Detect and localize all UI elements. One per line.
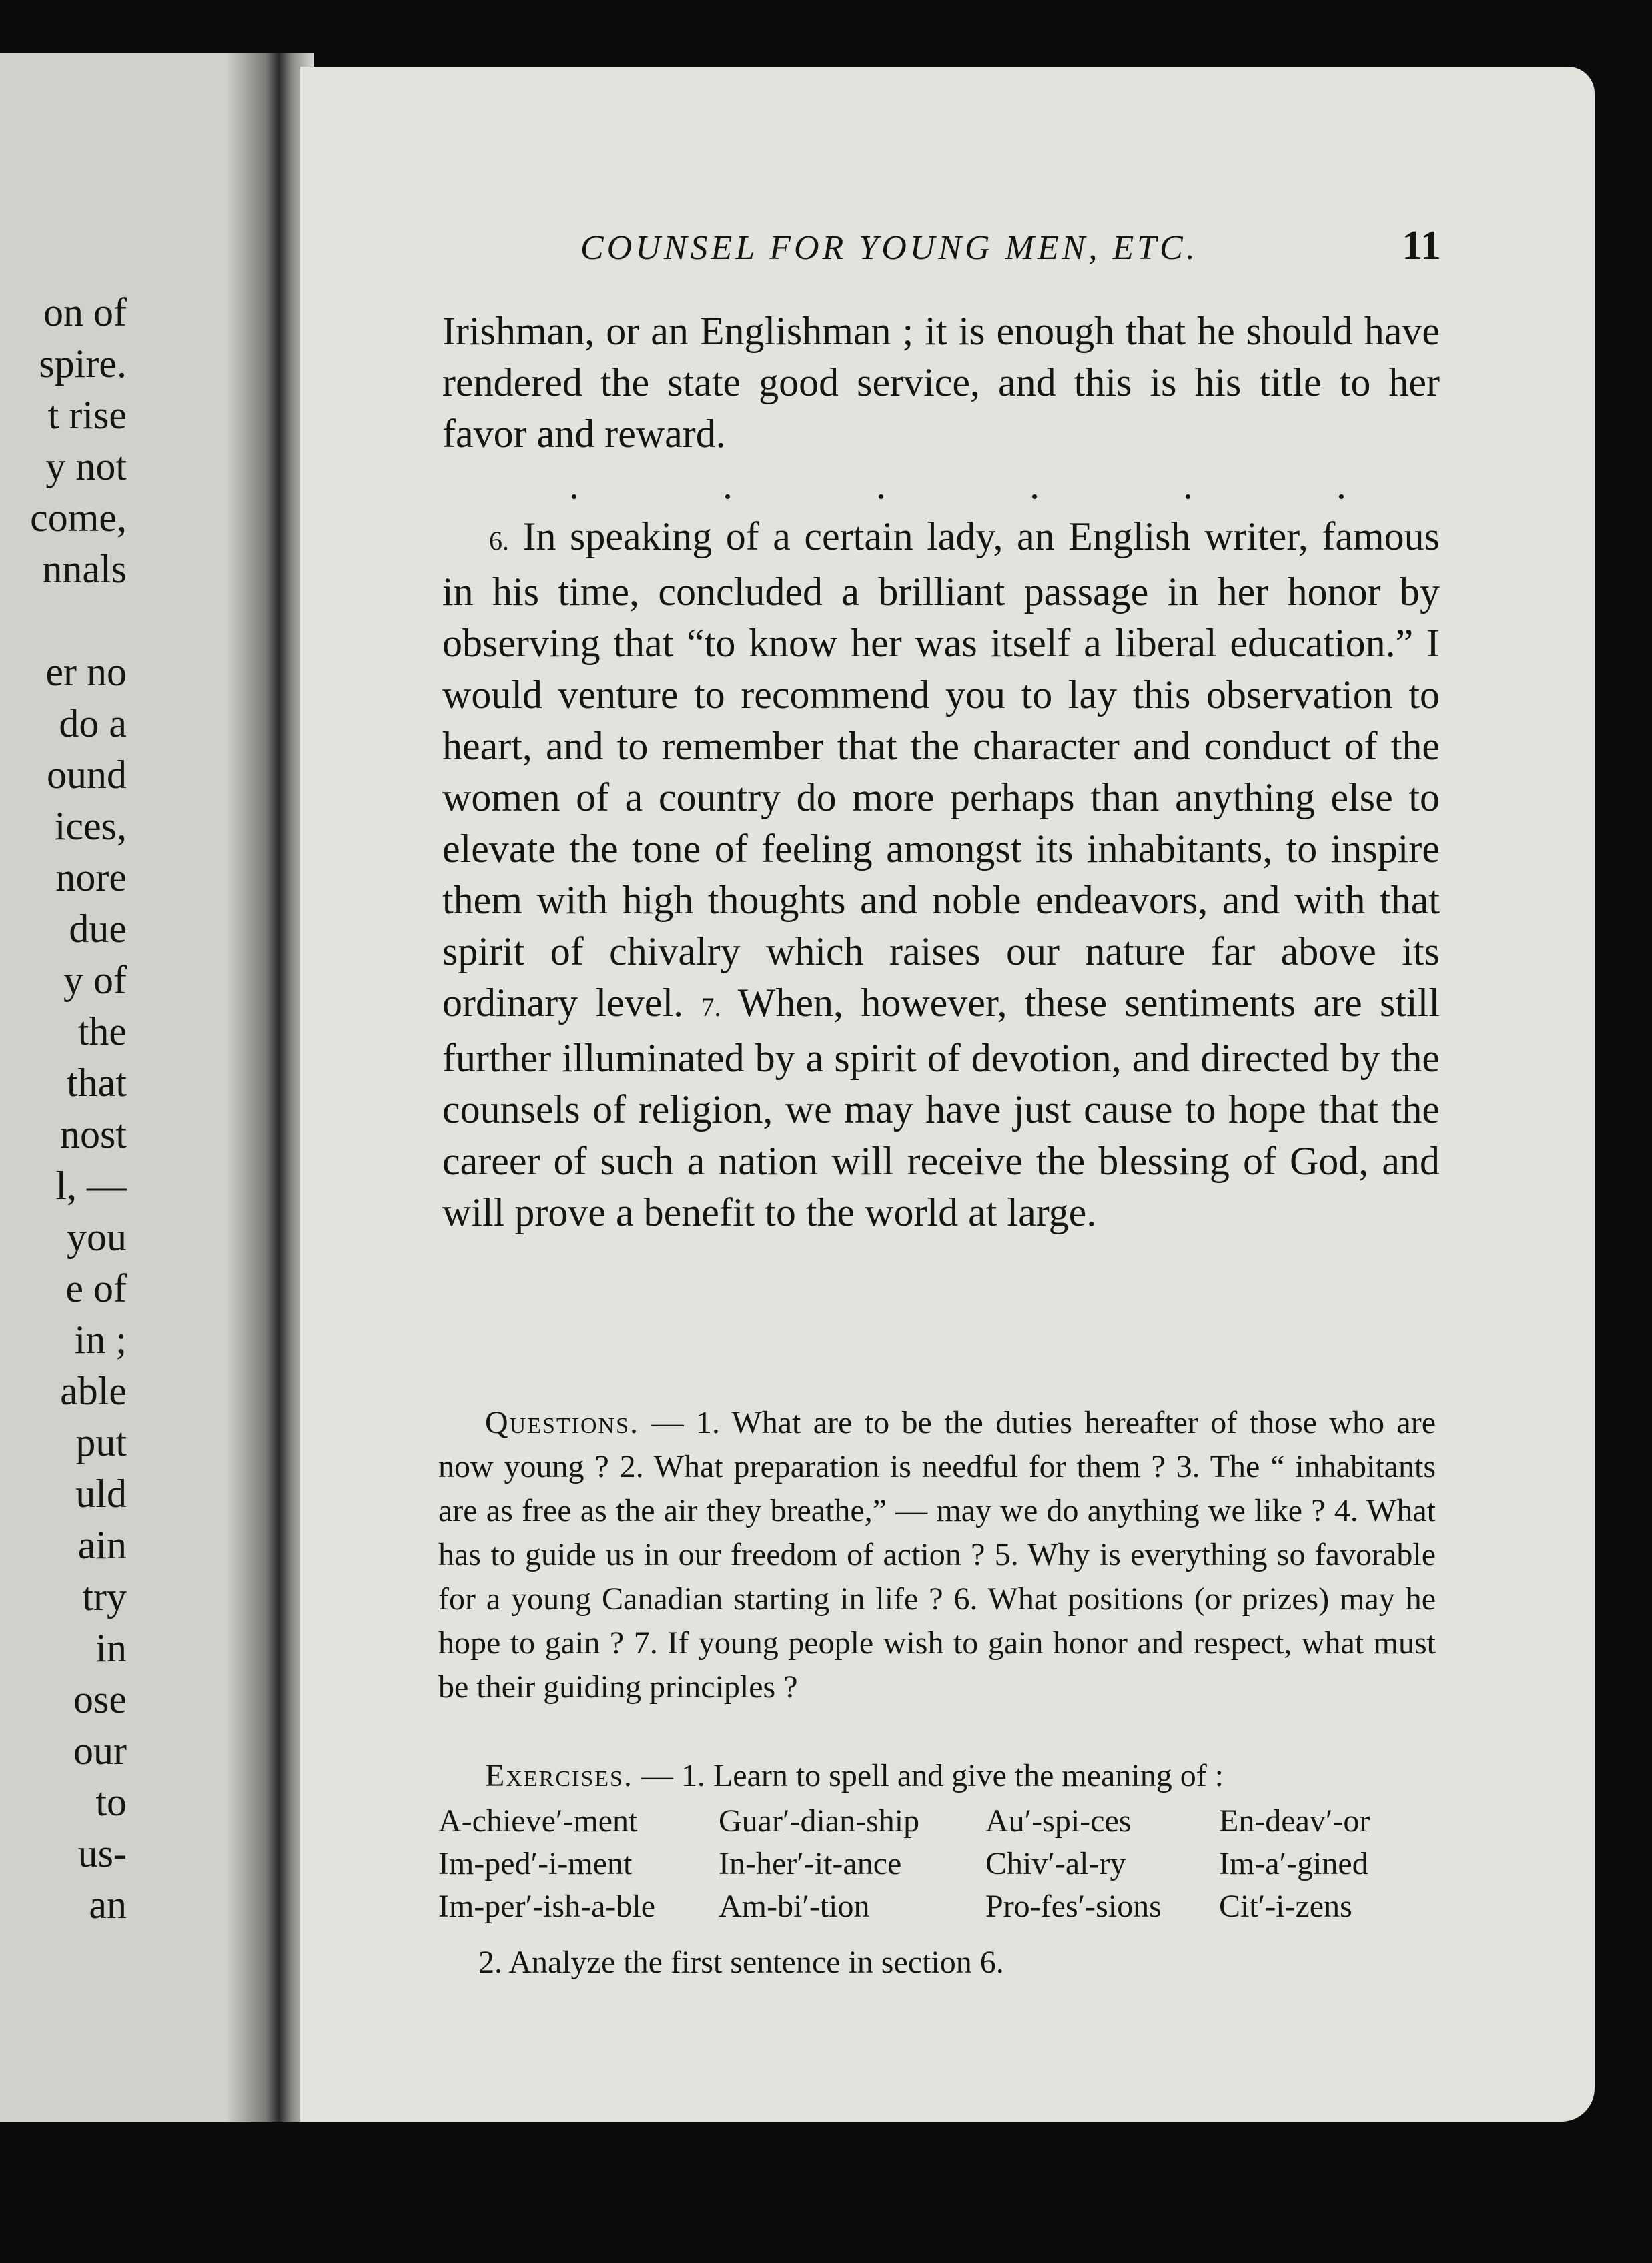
- left-line: to: [95, 1780, 127, 1824]
- vocab-word: Au′-spi-ces: [985, 1803, 1132, 1839]
- left-line: you: [67, 1215, 127, 1259]
- vocab-word: Chiv′-al-ry: [985, 1846, 1126, 1881]
- vocab-word: Im-a′-gined: [1219, 1846, 1368, 1881]
- dot: .: [569, 463, 579, 507]
- left-line: in ;: [74, 1318, 127, 1362]
- exercises-instruction: — 1. Learn to spell and give the meaning of :: [641, 1758, 1224, 1793]
- section-6-paragraph: [442, 511, 1440, 1238]
- left-line: in: [95, 1626, 127, 1670]
- left-line: y of: [63, 958, 127, 1002]
- section-number: 7.: [701, 992, 721, 1022]
- running-head: [580, 222, 1441, 270]
- left-line: ose: [73, 1677, 127, 1721]
- dot: .: [1029, 463, 1040, 507]
- vocab-word: Im-ped′-i-ment: [438, 1846, 633, 1881]
- vocab-word: A-chieve′-ment: [438, 1803, 638, 1839]
- exercises-label: Exercises.: [485, 1758, 633, 1793]
- exercise-2: 2. Analyze the first sentence in section 6.: [478, 1945, 1004, 1980]
- left-line: nore: [55, 855, 127, 899]
- body-text: [442, 306, 1440, 1238]
- left-line: on of: [43, 290, 127, 334]
- left-line: try: [82, 1574, 127, 1619]
- questions-label: Questions.: [485, 1405, 640, 1440]
- exercises-heading: [438, 1755, 1436, 1797]
- section-6-text: In speaking of a certain lady, an English writer, famous in his time, concluded a brilliant passage in her honor by observing that “to know her was itself a liberal education.” I would venture to recommend you to lay this observation to heart, and to remember that the character and conduct of the women of a country do more perhaps than anything else to elevate the tone of feeling amongst its inhabitants, to inspire them with high thoughts and noble endeavors, and with that spirit of chivalry which raises our nature far above its ordinary level.: [442, 514, 1440, 1025]
- questions-block: [438, 1401, 1436, 1709]
- vocab-word: Im-per′-ish-a-ble: [438, 1889, 656, 1924]
- left-line-gap: [0, 595, 127, 646]
- left-line: nnals: [42, 547, 127, 591]
- questions-text: — 1. What are to be the duties hereafter of those who are now young ? 2. What preparation is needful for them ? 3. The “ inhabitants are as free as the air they breathe,” — may we do anything we like ? 4. What has to guide us in our freedom of action ? 5. Why is everything so favorable for a young Canadian starting in life ? 6. What positions (or prizes) may he hope to gain ? 7. If young people wish to gain honor and respect, what must be their guiding principles ?: [438, 1405, 1436, 1705]
- paragraph-continuation: Irishman, or an Englishman ; it is enough that he should have rendered the state good service, and this is his title to her favor and reward.: [442, 309, 1440, 456]
- left-line: e of: [65, 1266, 127, 1310]
- left-line: due: [69, 907, 127, 951]
- section-number: 6.: [489, 526, 509, 556]
- exercises-block: [438, 1755, 1436, 1984]
- left-line: t rise: [47, 393, 127, 437]
- vocab-word: In-her′-it-ance: [719, 1846, 902, 1881]
- vocab-word: En-deav′-or: [1219, 1803, 1370, 1839]
- left-line: our: [73, 1729, 127, 1773]
- vocab-word: Pro-fes′-sions: [985, 1889, 1162, 1924]
- left-line: that: [67, 1061, 127, 1105]
- vocabulary-grid: [438, 1800, 1436, 1928]
- left-line: uld: [75, 1472, 127, 1516]
- left-line: l, —: [55, 1164, 127, 1208]
- left-line: ices,: [54, 804, 127, 848]
- dot: .: [1336, 463, 1346, 507]
- questions-paragraph: [438, 1401, 1436, 1709]
- left-line: y not: [45, 444, 127, 488]
- left-line: the: [77, 1009, 127, 1053]
- left-line: spire.: [39, 342, 127, 386]
- dot: .: [876, 463, 886, 507]
- left-line: er no: [45, 650, 127, 694]
- vocab-word: Am-bi′-tion: [719, 1889, 870, 1924]
- left-line: ain: [77, 1523, 127, 1567]
- dot: .: [723, 463, 733, 507]
- left-line: put: [75, 1420, 127, 1464]
- left-line: nost: [59, 1112, 127, 1156]
- left-page-text: [0, 287, 127, 1931]
- left-line: come,: [30, 496, 127, 540]
- section-7-text: When, however, these sentiments are still further illuminated by a spirit of devotion, and directed by the counsels of religion, we may have just cause to hope that the career of such a nation will receive the blessing of God, and will prove a benefit to the world at large.: [442, 981, 1440, 1234]
- left-line: us-: [77, 1831, 127, 1875]
- ellipsis-dots: [442, 460, 1440, 511]
- left-line: ound: [47, 753, 127, 797]
- vocab-word: Cit′-i-zens: [1219, 1889, 1352, 1924]
- dot: .: [1183, 463, 1193, 507]
- vocab-word: Guar′-dian-ship: [719, 1803, 920, 1839]
- running-title: COUNSEL FOR YOUNG MEN, ETC.: [580, 229, 1198, 267]
- left-line: do a: [59, 701, 127, 745]
- left-line: able: [60, 1369, 127, 1413]
- left-line: an: [89, 1883, 127, 1927]
- page-number: 11: [1402, 223, 1441, 268]
